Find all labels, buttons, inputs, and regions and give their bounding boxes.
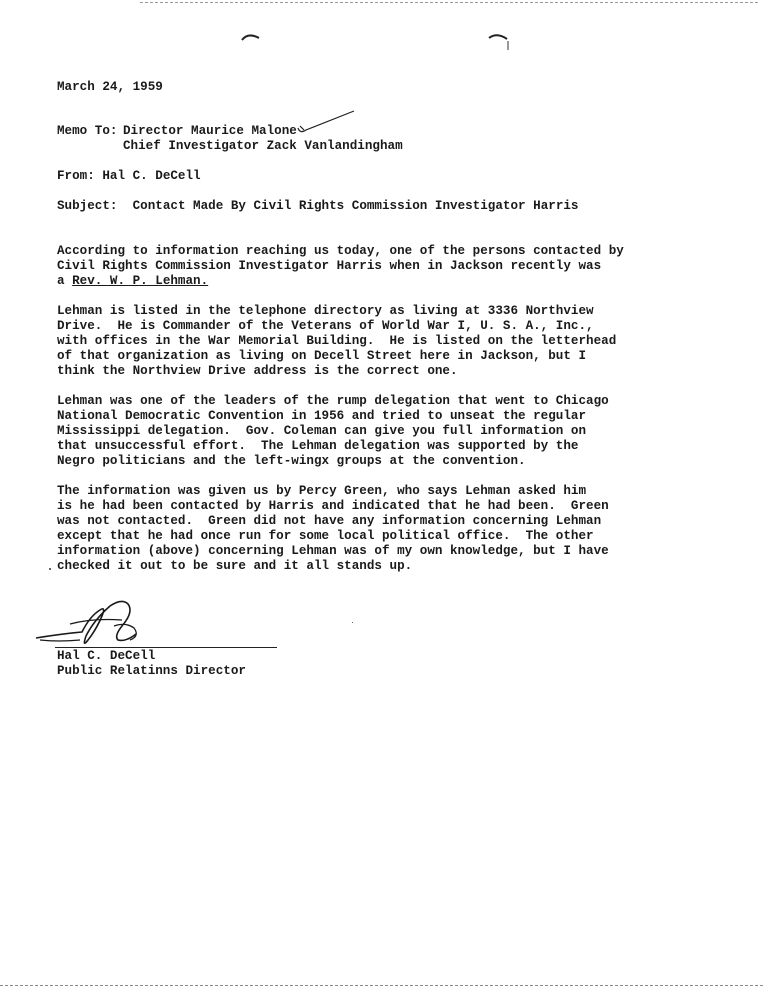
memo-to-label: Memo To: xyxy=(57,124,118,138)
paragraph-2-line-3: with offices in the War Memorial Building. He is listed on the letterhead xyxy=(57,334,617,348)
signer-title: Public Relatinns Director xyxy=(57,664,246,678)
memo-date: March 24, 1959 xyxy=(57,80,163,94)
memo-subject-label: Subject: xyxy=(57,199,118,213)
memo-to-line-1 xyxy=(57,124,297,139)
paragraph-1-line-3 xyxy=(57,274,208,289)
paragraph-3-line-4: that unsuccessful effort. The Lehman delegation was supported by the xyxy=(57,439,579,453)
stray-mark-2 xyxy=(352,622,353,623)
signer-name: Hal C. DeCell xyxy=(57,649,156,663)
paragraph-4-line-3: was not contacted. Green did not have any information concerning Lehman xyxy=(57,514,602,528)
pen-check-mark xyxy=(296,108,358,136)
top-edge-marks xyxy=(140,2,758,3)
paragraph-4-line-4: except that he had once run for some local political office. The other xyxy=(57,529,594,543)
paragraph-2-line-5: think the Northview Drive address is the correct one. xyxy=(57,364,458,378)
paragraph-4-line-6: checked it out to be sure and it all stands up. xyxy=(57,559,413,573)
paragraph-3-line-1: Lehman was one of the leaders of the rump delegation that went to Chicago xyxy=(57,394,609,408)
paragraph-1-line-2: Civil Rights Commission Investigator Harris when in Jackson recently was xyxy=(57,259,602,273)
memo-subject-value: Contact Made By Civil Rights Commission Investigator Harris xyxy=(132,199,579,213)
paragraph-3-line-5: Negro politicians and the left-wingx groups at the convention. xyxy=(57,454,526,468)
paragraph-2-line-1: Lehman is listed in the telephone directory as living at 3336 Northview xyxy=(57,304,594,318)
paragraph-3-line-2: National Democratic Convention in 1956 and tried to unseat the regular xyxy=(57,409,587,423)
memo-from xyxy=(57,169,201,184)
bottom-edge-marks xyxy=(0,985,763,986)
paragraph-2-line-2: Drive. He is Commander of the Veterans of World War I, U. S. A., Inc., xyxy=(57,319,594,333)
paragraph-4-line-1: The information was given us by Percy Green, who says Lehman asked him xyxy=(57,484,587,498)
memo-to-recipient-1: Director Maurice Malone xyxy=(123,124,297,138)
paragraph-4-line-2: is he had been contacted by Harris and indicated that he had been. Green xyxy=(57,499,609,513)
rev-lehman-name: Rev. W. P. Lehman. xyxy=(72,274,209,288)
paragraph-1-line-1: According to information reaching us today, one of the persons contacted by xyxy=(57,244,624,258)
punch-mark-left xyxy=(240,30,262,44)
paragraph-4-line-5: information (above) concerning Lehman was of my own knowledge, but I have xyxy=(57,544,609,558)
signature-line xyxy=(55,647,277,648)
memo-to-recipient-2: Chief Investigator Zack Vanlandingham xyxy=(123,139,403,153)
memo-from-value: Hal C. DeCell xyxy=(102,169,201,183)
paragraph-1-prefix: a xyxy=(57,274,73,288)
punch-mark-right xyxy=(487,32,513,54)
memo-subject xyxy=(57,199,579,214)
memo-from-label: From: xyxy=(57,169,95,183)
stray-mark xyxy=(49,568,51,570)
paragraph-3-line-3: Mississippi delegation. Gov. Coleman can give you full information on xyxy=(57,424,587,438)
memo-to-line-2 xyxy=(57,139,403,154)
paragraph-2-line-4: of that organization as living on Decell Street here in Jackson, but I xyxy=(57,349,587,363)
